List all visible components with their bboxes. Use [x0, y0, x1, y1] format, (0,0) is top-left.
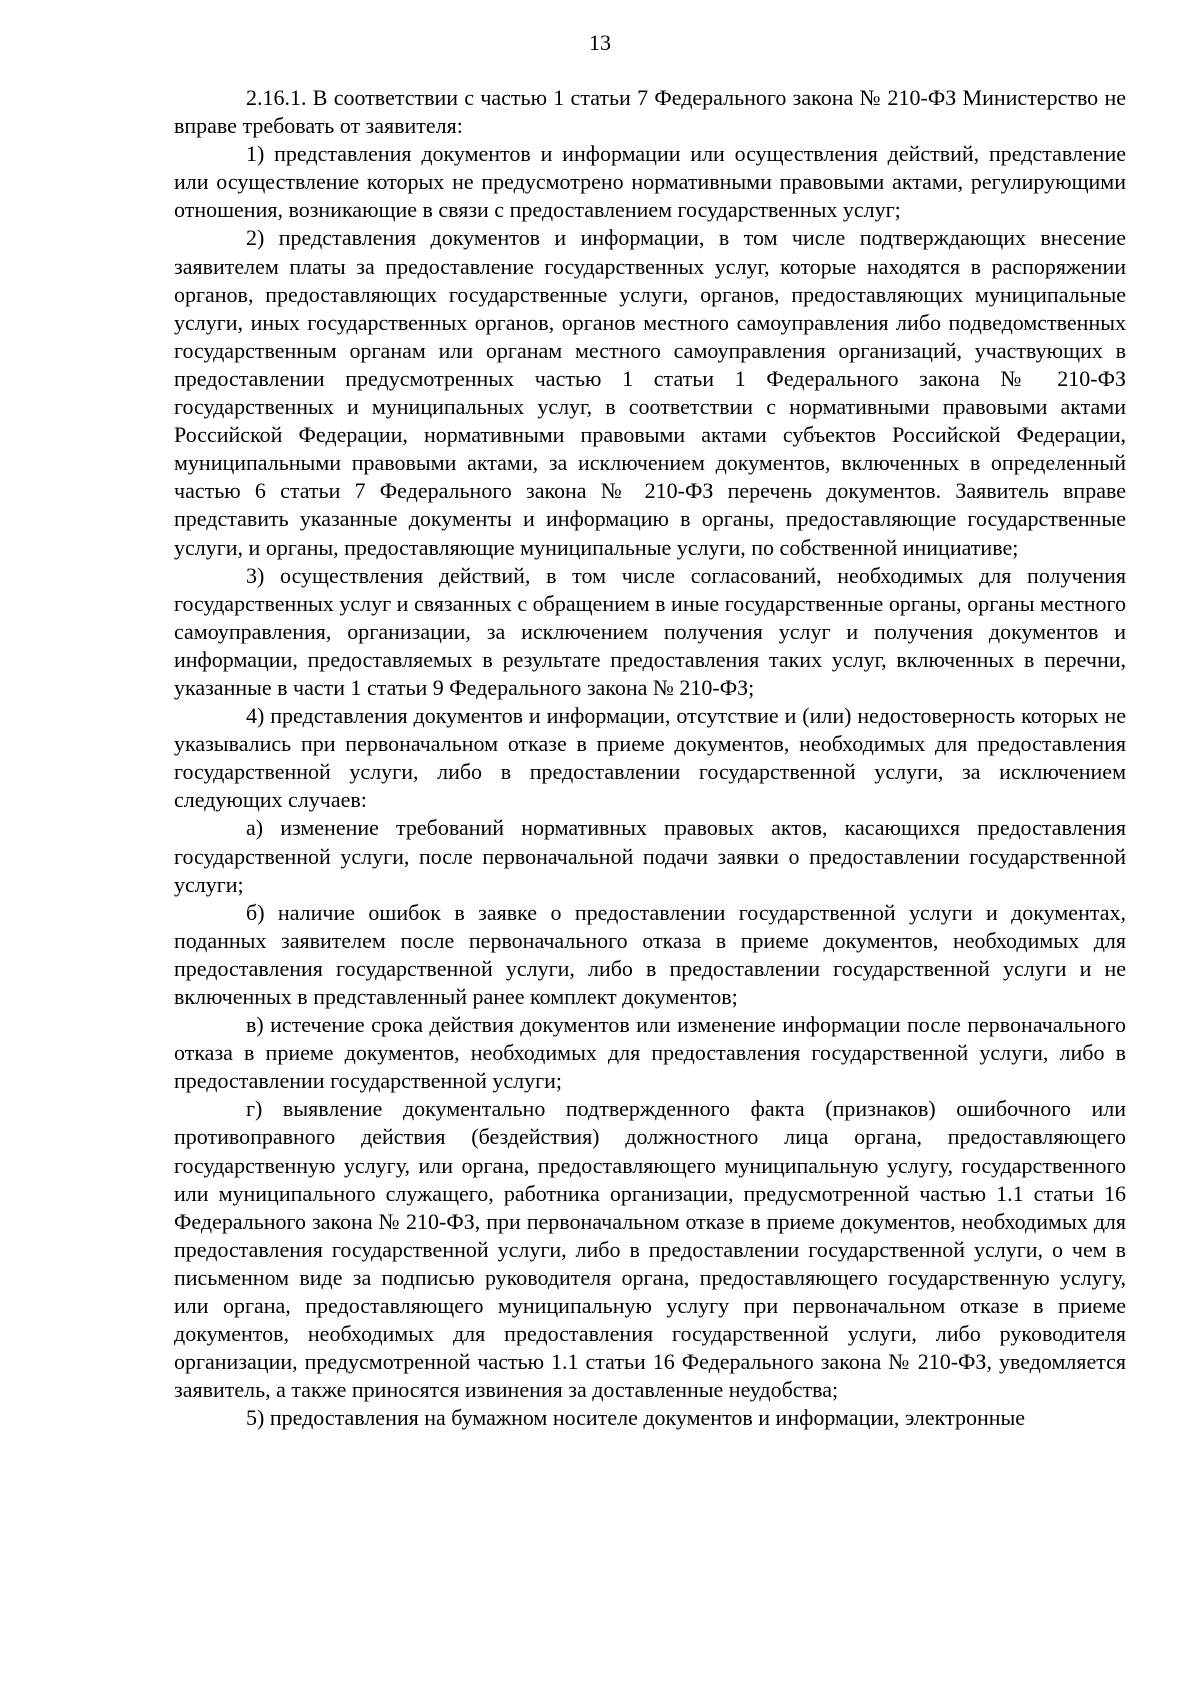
paragraph-item-4: 4) представления документов и информации, отсутствие и (или) недостоверность которых не указывались при первоначальном отказе в приеме документов, необходимых для предоставления государственной услуги, либо в предоставлении государственной услуги, за исключением следующих случаев: [174, 703, 1126, 813]
paragraph-item-2: 2) представления документов и информации, в том числе подтверждающих внесение заявителем платы за предоставление государственных услуг, которые находятся в распоряжении органов, предоставляющих государственные услуги, органов, предоставляющих муниципальные услуги, иных государственных органов, органов местного самоуправления либо подведомственных государственным органам или органам местного самоуправления организаций, участвующих в предоставлении предусмотренных частью 1 статьи 1 Федерального закона № 210-ФЗ государственных и муниципальных услуг, в соответствии с нормативными правовыми актами Российской Федерации, нормативными правовыми актами субъектов Российской Федерации, муниципальными правовыми актами, за исключением документов, включенных в определенный частью 6 статьи 7 Федерального закона № 210-ФЗ перечень документов. Заявитель вправе представить указанные документы и информацию в органы, предоставляющие государственные услуги, и органы, предоставляющие муниципальные услуги, по собственной инициативе; [174, 225, 1126, 560]
document-body [174, 84, 1126, 1433]
paragraph-item-3: 3) осуществления действий, в том числе согласований, необходимых для получения государственных услуг и связанных с обращением в иные государственные органы, органы местного самоуправления, организации, за исключением получения услуг и получения документов и информации, предоставляемых в результате предоставления таких услуг, включенных в перечни, указанные в части 1 статьи 9 Федерального закона № 210-ФЗ; [174, 562, 1126, 700]
paragraph-subitem-v: в) истечение срока действия документов или изменение информации после первоначального отказа в приеме документов, необходимых для предоставления государственной услуги, либо в предоставлении государственной услуги; [174, 1012, 1126, 1094]
page-number: 13 [589, 30, 611, 55]
paragraph-2-16-1: 2.16.1. В соответствии с частью 1 статьи 7 Федерального закона № 210-ФЗ Министерство не вправе требовать от заявителя: [174, 85, 1126, 139]
paragraph-item-5: 5) предоставления на бумажном носителе документов и информации, электронные [246, 1405, 1026, 1431]
paragraph-item-1: 1) представления документов и информации или осуществления действий, представление или осуществление которых не предусмотрено нормативными правовыми актами, регулирующими отношения, возникающие в связи с предоставлением государственных услуг; [174, 141, 1126, 223]
paragraph-subitem-g: г) выявление документально подтвержденного факта (признаков) ошибочного или противоправного действия (бездействия) должностного лица органа, предоставляющего государственную услугу, или органа, предоставляющего муниципальную услугу, государственного или муниципального служащего, работника организации, предусмотренной частью 1.1 статьи 16 Федерального закона № 210-ФЗ, при первоначальном отказе в приеме документов, необходимых для предоставления государственной услуги, либо в предоставлении государственной услуги, о чем в письменном виде за подписью руководителя органа, предоставляющего государственную услугу, или органа, предоставляющего муниципальную услугу при первоначальном отказе в приеме документов, необходимых для предоставления государственной услуги, либо руководителя организации, предусмотренной частью 1.1 статьи 16 Федерального закона № 210-ФЗ, уведомляется заявитель, а также приносятся извинения за доставленные неудобства; [174, 1096, 1126, 1403]
paragraph-subitem-a: а) изменение требований нормативных правовых актов, касающихся предоставления государственной услуги, после первоначальной подачи заявки о предоставлении государственной услуги; [174, 815, 1126, 897]
paragraph-subitem-b: б) наличие ошибок в заявке о предоставлении государственной услуги и документах, поданных заявителем после первоначального отказа в приеме документов, необходимых для предоставления государственной услуги, либо в предоставлении государственной услуги и не включенных в представленный ранее комплект документов; [174, 899, 1126, 1009]
